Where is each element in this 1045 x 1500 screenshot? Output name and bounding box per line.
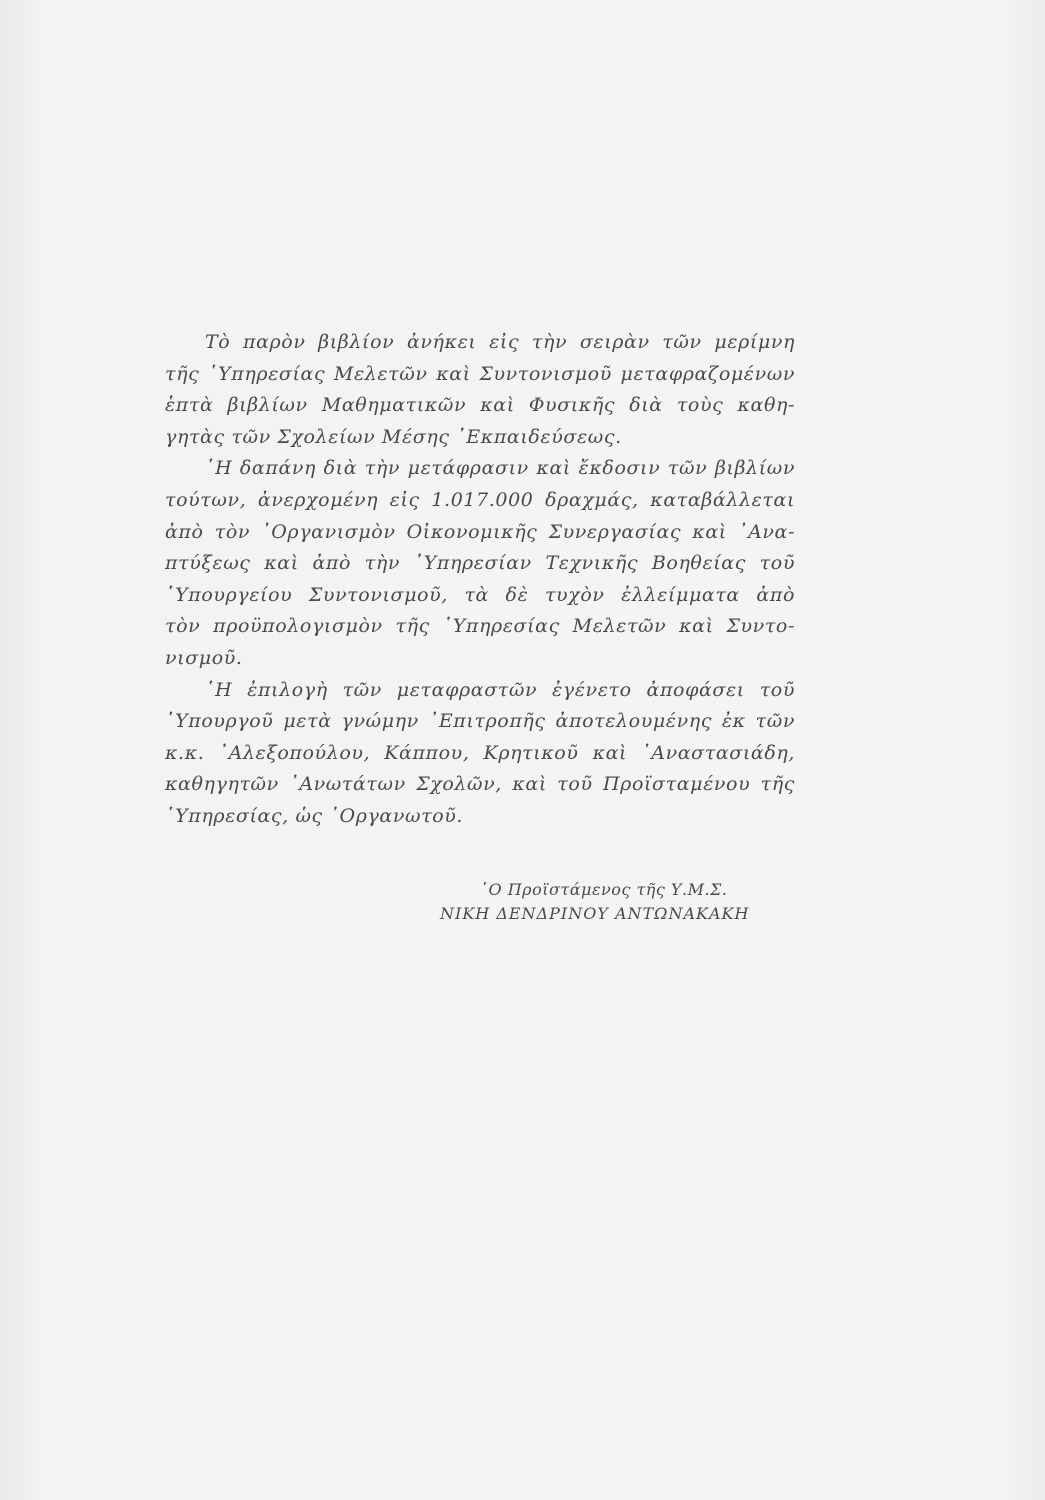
text-line: τῆς ῾Υπηρεσίας Μελετῶν καὶ Συντονισμοῦ μεταφραζομένων	[165, 362, 795, 385]
text-line: ἀπὸ τὸν ᾿Οργανισμὸν Οἰκονομικῆς Συνεργασίας καὶ ᾿Ανα-	[165, 520, 795, 543]
text-line: ῾Η ἐπιλογὴ τῶν μεταφραστῶν ἐγένετο ἀποφάσει τοῦ	[205, 678, 795, 701]
bleed-through-heading	[400, 232, 640, 262]
body-paragraphs	[165, 327, 795, 833]
signatory-title: ῾Ο Προϊστάμενος τῆς Υ.Μ.Σ.	[480, 880, 728, 899]
text-line: ῾Υπηρεσίας, ὡς ᾿Οργανωτοῦ.	[165, 804, 464, 827]
text-line: ῾Υπουργοῦ μετὰ γνώμην ᾿Επιτροπῆς ἀποτελουμένης ἐκ τῶν	[165, 710, 795, 733]
text-line: νισμοῦ.	[165, 646, 243, 669]
signatory-name: ΝΙΚΗ ΔΕΝΔΡΙΝΟΥ ΑΝΤΩΝΑΚΑΚΗ	[440, 904, 750, 923]
signature-block	[400, 878, 800, 926]
text-line: ῾Η δαπάνη διὰ τὴν μετάφρασιν καὶ ἔκδοσιν τῶν βιβλίων	[205, 457, 795, 480]
text-line: ἑπτὰ βιβλίων Μαθηματικῶν καὶ Φυσικῆς διὰ τοὺς καθη-	[165, 394, 795, 417]
text-line: καθηγητῶν ᾿Ανωτάτων Σχολῶν, καὶ τοῦ Προϊσταμένου τῆς	[165, 773, 795, 796]
text-line: τὸν προϋπολογισμὸν τῆς ῾Υπηρεσίας Μελετῶν καὶ Συντο-	[165, 615, 795, 638]
text-line: γητὰς τῶν Σχολείων Μέσης ᾿Εκπαιδεύσεως.	[165, 425, 622, 448]
text-line: Τὸ παρὸν βιβλίον ἀνήκει εἰς τὴν σειρὰν τῶν μερίμνη	[205, 331, 795, 353]
text-line: πτύξεως καὶ ἀπὸ τὴν ῾Υπηρεσίαν Τεχνικῆς Βοηθείας τοῦ	[165, 552, 795, 575]
text-line: τούτων, ἀνερχομένη εἰς 1.017.000 δραχμάς, καταβάλλεται	[165, 488, 795, 511]
text-line: ῾Υπουργείου Συντονισμοῦ, τὰ δὲ τυχὸν ἐλλείμματα ἀπὸ	[165, 583, 795, 606]
text-line: κ.κ. ᾿Αλεξοπούλου, Κάππου, Κρητικοῦ καὶ ᾿Αναστασιάδη,	[165, 741, 795, 764]
